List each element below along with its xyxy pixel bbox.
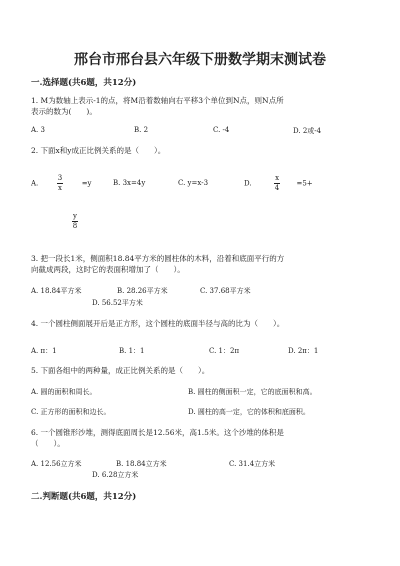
question-2-option-b[interactable]: B. 3x=4y xyxy=(113,179,146,187)
option-d-fraction-2 xyxy=(72,212,78,231)
question-6-line-2: （ ）。 xyxy=(31,439,65,448)
option-d-label: D. xyxy=(244,179,252,188)
question-2-option-c[interactable]: C. y=x-3 xyxy=(178,179,209,187)
question-2-text: 2. 下面x和y成正比例关系的是（ ）。 xyxy=(31,146,166,155)
option-a-label: A. xyxy=(31,179,39,188)
question-3-option-d[interactable]: D. 56.52平方米 xyxy=(92,299,143,307)
question-4-option-d[interactable]: D. 2π：1 xyxy=(288,347,319,355)
section-heading-choice: 一.选择题(共6题，共12分) xyxy=(31,78,137,88)
question-2-option-a[interactable] xyxy=(31,174,92,193)
question-5-text: 5. 下面各组中的两种量，成正比例关系的是（ ）。 xyxy=(31,366,210,375)
question-4-text: 4. 一个圆柱侧面展开后是正方形，这个圆柱的底面半径与高的比为（ ）。 xyxy=(31,319,285,328)
fraction-denominator: 8 xyxy=(72,222,78,230)
question-4-option-c[interactable]: C. 1：2π xyxy=(209,347,240,355)
question-6-option-c[interactable]: C. 31.4立方米 xyxy=(229,460,276,468)
question-5-option-c[interactable]: C. 正方形的面积和边长。 xyxy=(31,408,111,416)
fraction-numerator: y xyxy=(73,212,77,220)
option-d-fraction xyxy=(274,174,280,193)
option-a-fraction xyxy=(57,174,63,193)
question-1-line-2: 表示的数为( )。 xyxy=(31,107,97,116)
question-3-option-c[interactable]: C. 37.68平方米 xyxy=(200,287,251,295)
question-6-line-1: 6. 一个圆锥形沙堆，测得底面周长是12.56米，高1.5米。这个沙堆的体积是 xyxy=(31,428,284,437)
section-heading-judgement: 二.判断题(共6题，共12分) xyxy=(31,492,137,502)
question-3-option-b[interactable]: B. 28.26平方米 xyxy=(117,287,168,295)
question-5-option-d[interactable]: D. 圆柱的高一定，它的体积和底面积。 xyxy=(188,408,310,416)
question-3-line-2: 向截成两段，这时它的表面积增加了（ ）。 xyxy=(31,265,185,274)
question-1-option-d[interactable]: D. 2或-4 xyxy=(293,127,322,135)
question-3-line-1: 3. 把一段长1米，侧面积18.84平方米的圆柱体的木料，沿着和底面平行的方 xyxy=(31,254,285,263)
question-4-option-a[interactable]: A. π：1 xyxy=(31,347,57,355)
fraction-denominator: x xyxy=(58,184,62,192)
option-a-rest: =y xyxy=(81,179,92,188)
question-3-option-a[interactable]: A. 18.84平方米 xyxy=(31,287,82,295)
question-1-option-b[interactable]: B. 2 xyxy=(134,126,149,134)
question-6-option-d[interactable]: D. 6.28立方米 xyxy=(92,471,139,479)
question-4-option-b[interactable]: B. 1：1 xyxy=(119,347,145,355)
question-6-option-a[interactable]: A. 12.56立方米 xyxy=(31,460,82,468)
option-d-rest: =5+ xyxy=(296,179,313,188)
fraction-numerator: x xyxy=(275,174,280,182)
question-5-option-b[interactable]: B. 圆柱的侧面积一定，它的底面积和高。 xyxy=(188,388,317,396)
question-1-option-c[interactable]: C. -4 xyxy=(213,126,230,134)
fraction-denominator: 4 xyxy=(274,184,280,192)
question-2-option-d-continued xyxy=(72,212,78,231)
question-1-line-1: 1. M为数轴上表示-1的点，将M沿着数轴向右平移3个单位到N点，则N点所 xyxy=(31,96,284,105)
question-6-option-b[interactable]: B. 18.84立方米 xyxy=(116,460,167,468)
page-title: 邢台市邢台县六年级下册数学期末测试卷 xyxy=(74,52,326,68)
fraction-numerator: 3 xyxy=(57,174,63,182)
question-1-option-a[interactable]: A. 3 xyxy=(31,126,45,134)
question-5-option-a[interactable]: A. 圆的面积和周长。 xyxy=(31,388,97,396)
question-2-option-d[interactable] xyxy=(244,174,313,193)
